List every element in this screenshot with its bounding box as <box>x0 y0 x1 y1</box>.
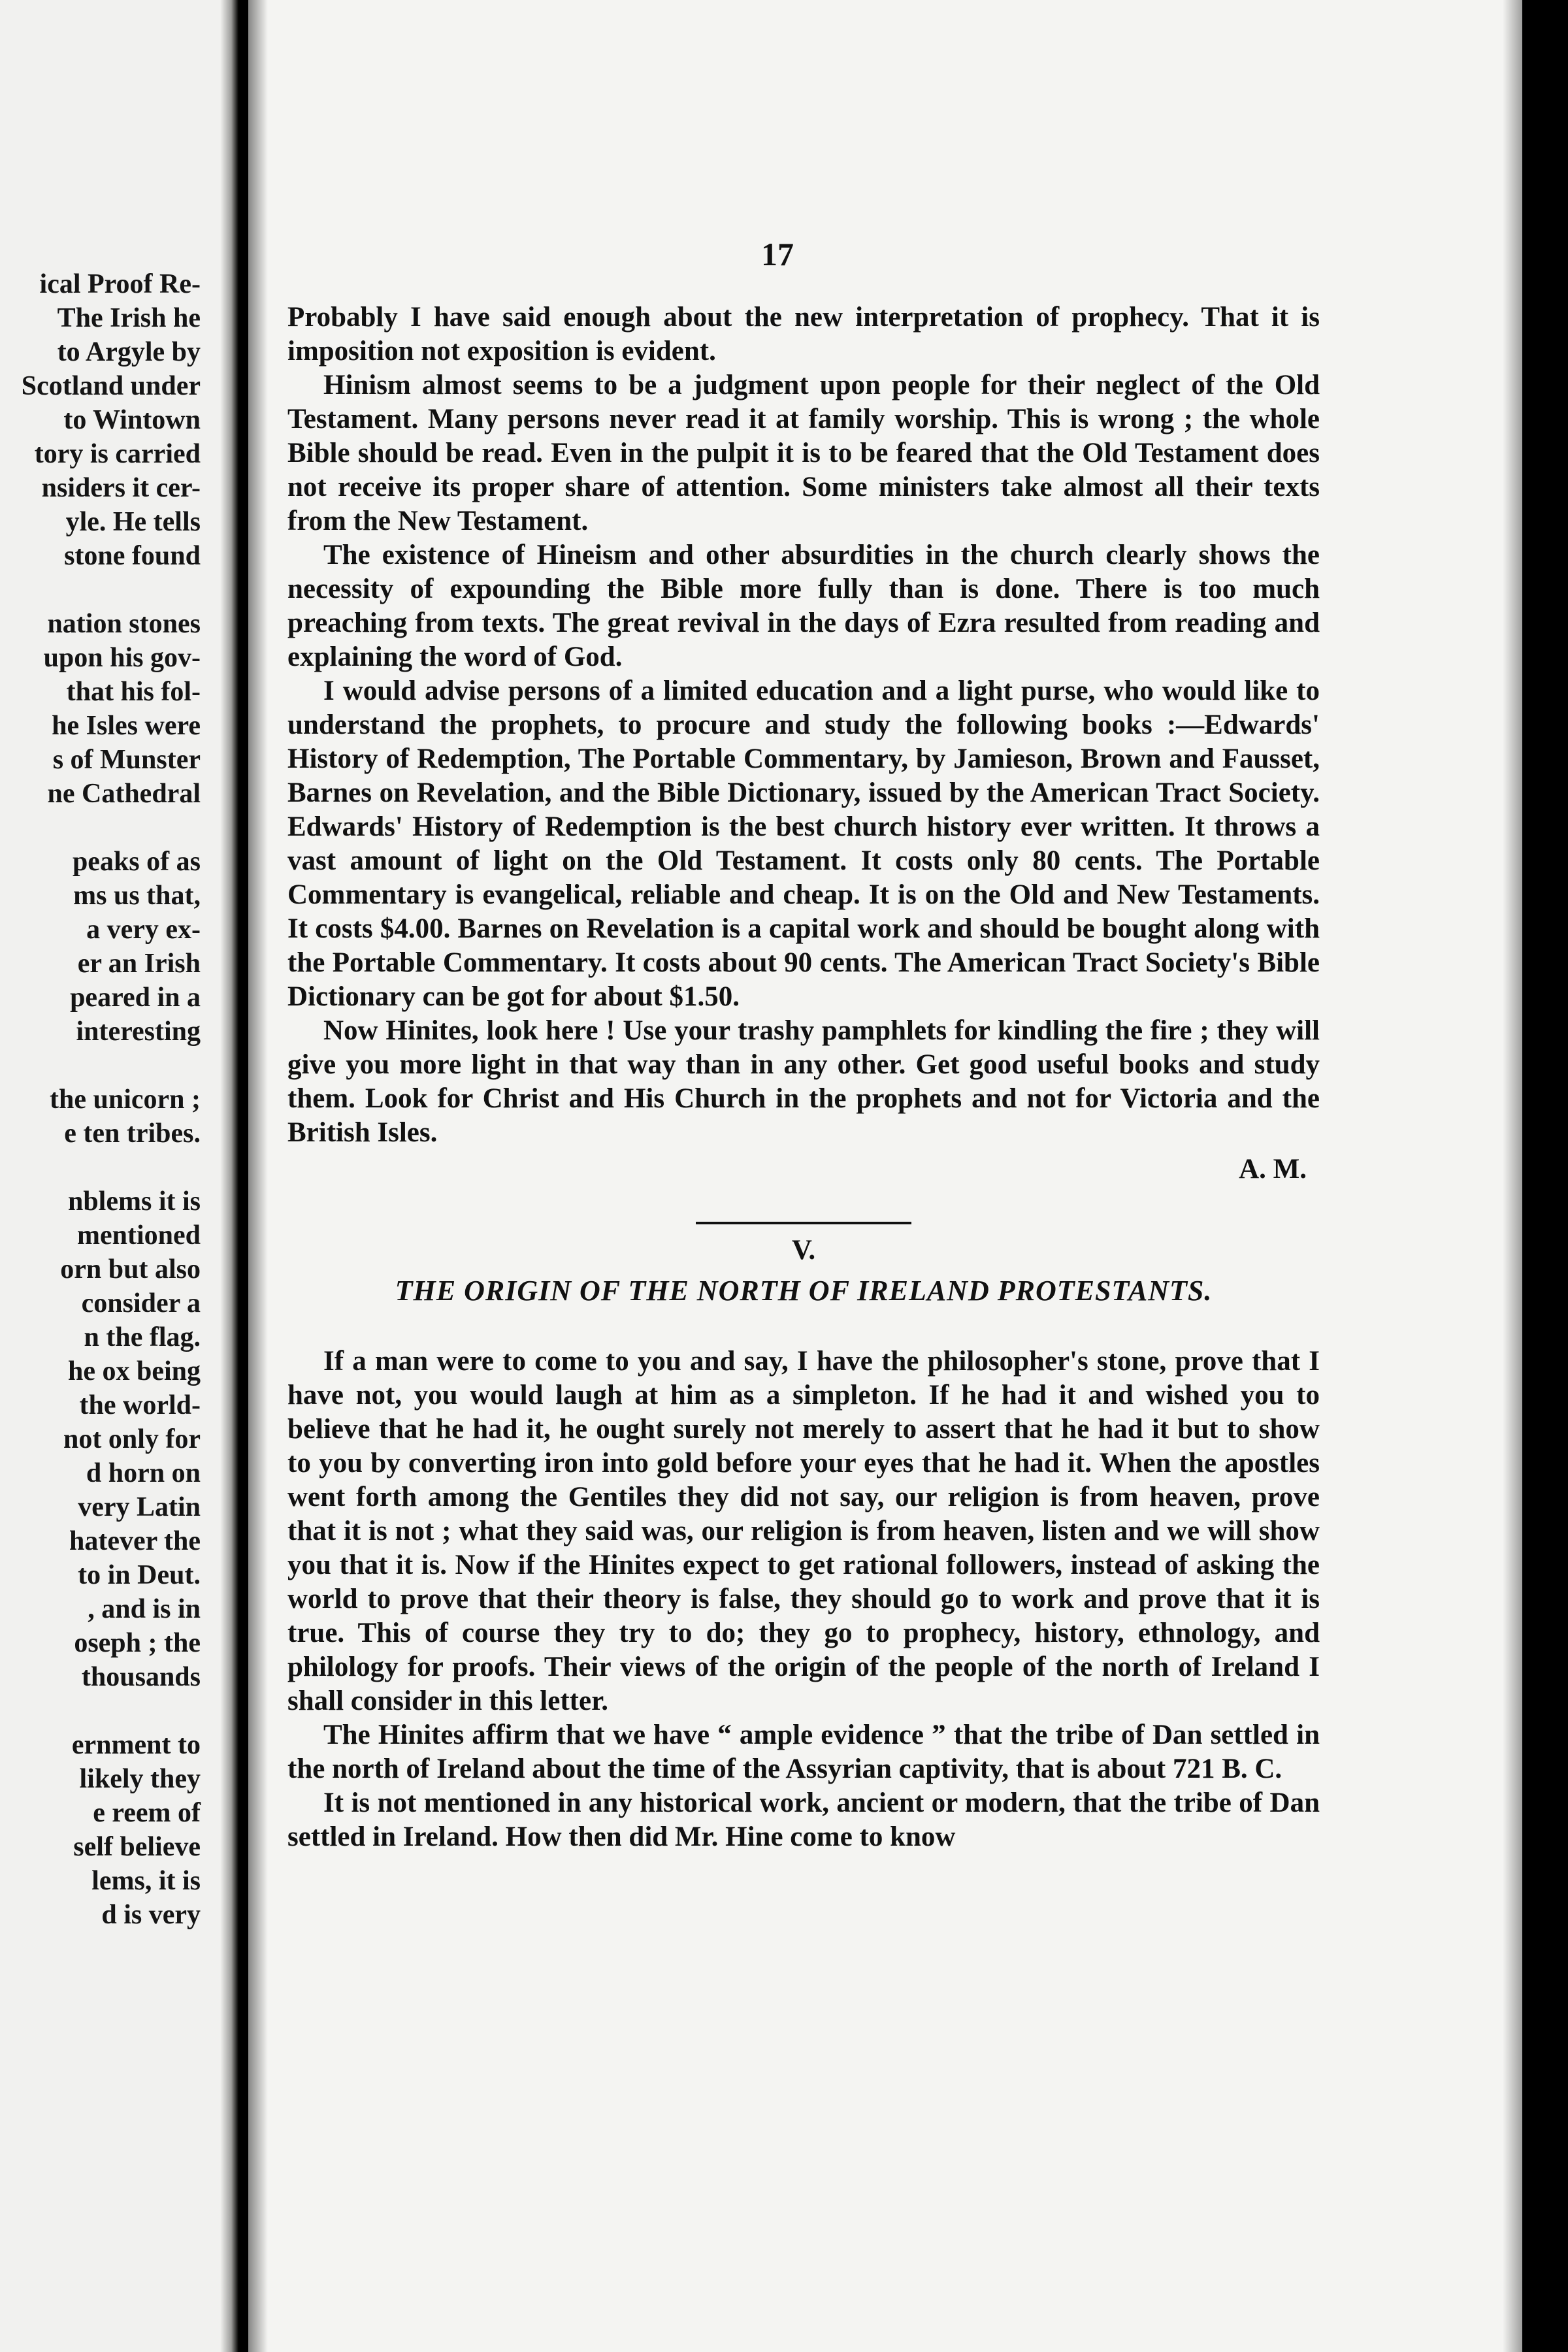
left-page-line: to in Deut. <box>78 1560 201 1590</box>
page-edge-shadow <box>248 0 268 2352</box>
left-page-line: yle. He tells <box>65 507 201 537</box>
left-page-line: lems, it is <box>91 1866 201 1896</box>
paragraph: If a man were to come to you and say, I have the philosopher's stone, prove that I have not, you would laugh at him as a simpleton. If he had it and wished you to believe that he had it, he ought surely not merely to assert that he had it but to show to you by converting iron into gold before your eyes that he had it. When the apostles went forth among the Gentiles they did not say, our religion is from heaven, prove that it is not ; what they said was, our religion is from heaven, listen and we will show you that it is. Now if the Hinites expect to get rational followers, instead of asking the world to prove that their theory is false, they should go to work and prove that it is true. This of course they try to do; they go to prophecy, history, ethnology, and philology for proofs. Their views of the origin of the people of the north of Ireland I shall consider in this letter. <box>287 1346 1320 1716</box>
left-page-line: to Argyle by <box>57 337 201 367</box>
left-page-line: upon his gov- <box>43 643 201 673</box>
signature: A. M. <box>1239 1154 1307 1184</box>
left-page-line: er an Irish <box>77 949 201 979</box>
left-page-line: peared in a <box>70 983 201 1013</box>
left-page-line: stone found <box>64 541 201 571</box>
left-page-line: likely they <box>79 1764 201 1794</box>
gutter-shadow <box>220 0 238 2352</box>
left-page-line: that his fol- <box>66 677 201 707</box>
section-title: THE ORIGIN OF THE NORTH OF IRELAND PROTESTANTS. <box>395 1275 1213 1307</box>
left-page-line: mentioned <box>77 1220 201 1250</box>
left-page-line: a very ex- <box>86 915 201 945</box>
left-page-line: interesting <box>76 1017 201 1047</box>
left-page-line: tory is carried <box>34 439 201 469</box>
right-page <box>248 0 1522 2352</box>
paragraph: It is not mentioned in any historical work, ancient or modern, that the tribe of Dan settled in Ireland. How then did Mr. Hine come to know <box>287 1788 1320 1852</box>
left-page-line: peaks of as <box>72 847 201 877</box>
left-page-line: orn but also <box>60 1254 201 1284</box>
left-page-line: the unicorn ; <box>50 1085 201 1115</box>
paragraph: The existence of Hineism and other absurdities in the church clearly shows the necessity of expounding the Bible more fully than is done. There is too much preaching from texts. The great revival in the days of Ezra resulted from reading and explaining the word of God. <box>287 540 1320 672</box>
left-page-line: ms us that, <box>73 881 201 911</box>
body-text <box>287 301 1320 1854</box>
paragraph: The Hinites affirm that we have “ ample evidence ” that the tribe of Dan settled in the north of Ireland about the time of the Assyrian captivity, that is about 721 B. C. <box>287 1720 1320 1784</box>
left-page-line: e reem of <box>93 1798 201 1828</box>
left-page-fragment <box>0 0 238 2352</box>
left-page-line: ne Cathedral <box>47 779 201 809</box>
left-page-line: nblems it is <box>67 1186 201 1217</box>
section-number: V. <box>791 1235 816 1266</box>
paragraph: Hinism almost seems to be a judgment upon people for their neglect of the Old Testament. Many persons never read it at family worship. This is wrong ; the whole Bible should be read. Even in the pulpit it is to be feared that the Old Testament does not receive its proper share of attention. Some ministers take almost all their texts from the New Testament. <box>287 370 1320 536</box>
left-page-line: oseph ; the <box>74 1628 201 1658</box>
left-page-line: the world- <box>79 1390 201 1420</box>
paragraph: Now Hinites, look here ! Use your trashy pamphlets for kindling the fire ; they will give you more light in that way than in any other. Get good useful books and study them. Look for Christ and His Church in the prophets and not for Victoria and the British Isles. <box>287 1015 1320 1148</box>
left-page-line: thousands <box>81 1662 201 1692</box>
left-page-line: consider a <box>81 1288 201 1318</box>
left-page-line: ernment to <box>71 1730 201 1760</box>
paragraph: Probably I have said enough about the new interpretation of prophecy. That it is imposition not exposition is evident. <box>287 302 1320 367</box>
left-page-line: he Isles were <box>52 711 201 741</box>
page-number: 17 <box>761 236 794 272</box>
left-page-line: very Latin <box>78 1492 201 1522</box>
left-page-line: not only for <box>63 1424 201 1454</box>
left-page-line: d horn on <box>86 1458 201 1488</box>
paragraph: I would advise persons of a limited education and a light purse, who would like to understand the prophets, to procure and study the following books :—Edwards' History of Redemption, The Portable Commentary, by Jamieson, Brown and Fausset, Barnes on Revelation, and the Bible Dictionary, issued by the American Tract Society. Edwards' History of Redemption is the best church history ever written. It throws a vast amount of light on the Old Testament. It costs only 80 cents. The Portable Commentary is evangelical, reliable and cheap. It is on the Old and New Testaments. It costs $4.00. Barnes on Revelation is a capital work and should be bought along with the Portable Commentary. It costs about 90 cents. The American Tract Society's Bible Dictionary can be got for about $1.50. <box>287 676 1320 1012</box>
left-page-line: The Irish he <box>57 303 201 333</box>
left-page-line: nation stones <box>47 609 201 639</box>
left-page-line: s of Munster <box>52 745 201 775</box>
page-edge-shadow-right <box>1503 0 1522 2352</box>
left-page-line: to Wintown <box>63 405 201 435</box>
left-page-line: nsiders it cer- <box>41 473 201 503</box>
section-divider <box>696 1222 911 1224</box>
left-page-line: d is very <box>101 1900 201 1930</box>
left-page-line: n the flag. <box>84 1322 201 1352</box>
left-page-line: e ten tribes. <box>64 1119 201 1149</box>
left-page-line: he ox being <box>67 1356 201 1386</box>
left-page-line: hatever the <box>69 1526 201 1556</box>
left-page-line: ical Proof Re- <box>39 269 201 299</box>
left-page-line: Scotland under <box>21 371 201 401</box>
left-page-line: self believe <box>73 1832 201 1862</box>
left-page-line: , and is in <box>88 1594 201 1624</box>
